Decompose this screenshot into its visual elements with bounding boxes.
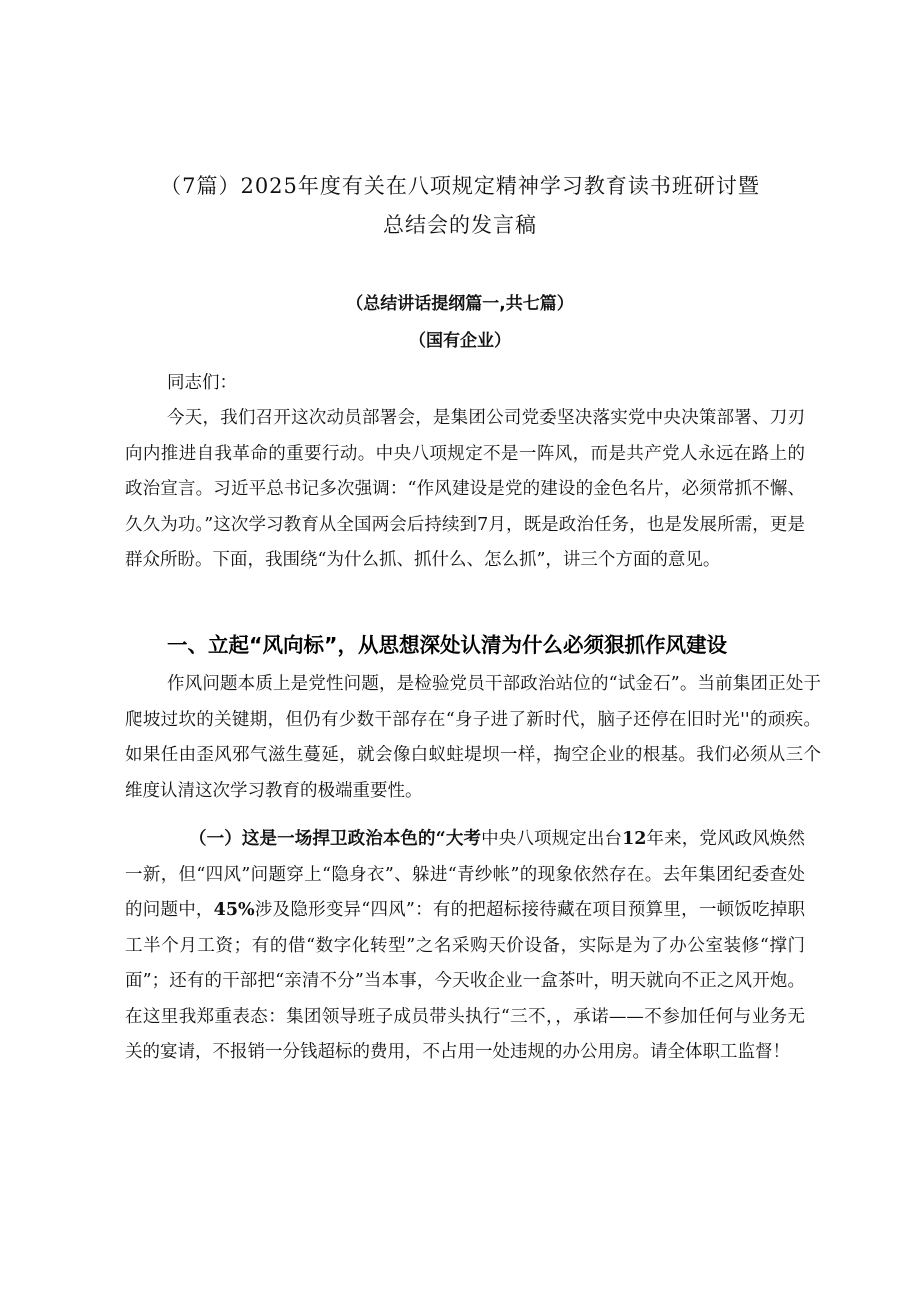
subtitle-sector: （国有企业） xyxy=(409,331,511,351)
subsection-number-percent: 45% xyxy=(213,900,255,920)
subsection-lead: （一）这是一场捍卫政治本色的“大考 xyxy=(189,829,482,849)
greeting: 同志们： xyxy=(167,373,237,393)
document-title-line-2: 总结会的发言稿 xyxy=(383,213,537,237)
paragraph-subsection-1 xyxy=(125,822,805,1071)
subsection-number-years: 12 xyxy=(622,829,647,849)
paragraph-section-1: 作风问题本质上是党性问题，是检验党员干部政治站位的“试金石”。当前集团正处于爬坡过坎的关键期，但仍有少数干部存在“身子进了新时代，脑子还停在旧时光''的顽疾。如果任由歪风邪气滋生蔓延，就会像白蚁蛀堤坝一样，掏空企业的根基。我们必须从三个维度认清这次学习教育的极端重要性。 xyxy=(125,674,821,801)
subtitle-series: （总结讲话提纲篇一,共七篇） xyxy=(346,294,574,314)
paragraph-intro: 今天，我们召开这次动员部署会，是集团公司党委坚决落实党中央决策部署、刀刃向内推进自我革命的重要行动。中央八项规定不是一阵风，而是共产党人永远在路上的政治宣言。习近平总书记多次强调：“作风建设是党的建设的金色名片，必须常抓不懈、久久为功。”这次学习教育从全国两会后持续到7月，既是政治任务，也是发展所需，更是群众所盼。下面，我围绕“为什么抓、抓什么、怎么抓”，讲三个方面的意见。 xyxy=(125,408,805,570)
subsection-text-a: 中央八项规定出台 xyxy=(481,829,623,849)
document-title-line-1: （7篇）2025年度有关在八项规定精神学习教育读书班研讨暨 xyxy=(160,174,760,198)
subsection-text-b: 年来，党风政风焕然一新，但“四风”问题穿上“隐身衣”、躲进“青纱帐”的现象依然存在。去年集团纪委查处的问题中， xyxy=(125,829,806,920)
section-heading-1: 一、立起“风向标”，从思想深处认清为什么必须狠抓作风建设 xyxy=(167,633,727,657)
subsection-text-c: 涉及隐形变异“四风”：有的把超标接待藏在项目预算里，一顿饭吃掉职工半个月工资；有的借“数字化转型”之名采购天价设备，实际是为了办公室装修“撑门面”；还有的干部把“亲清不分”当本事，今天收企业一盒茶叶，明天就向不正之风开炮。在这里我郑重表态：集团领导班子成员带头执行“三不，，承诺——不参加任何与业务无关的宴请，不报销一分钱超标的费用，不占用一处违规的办公用房。请全体职工监督！ xyxy=(125,900,805,1062)
